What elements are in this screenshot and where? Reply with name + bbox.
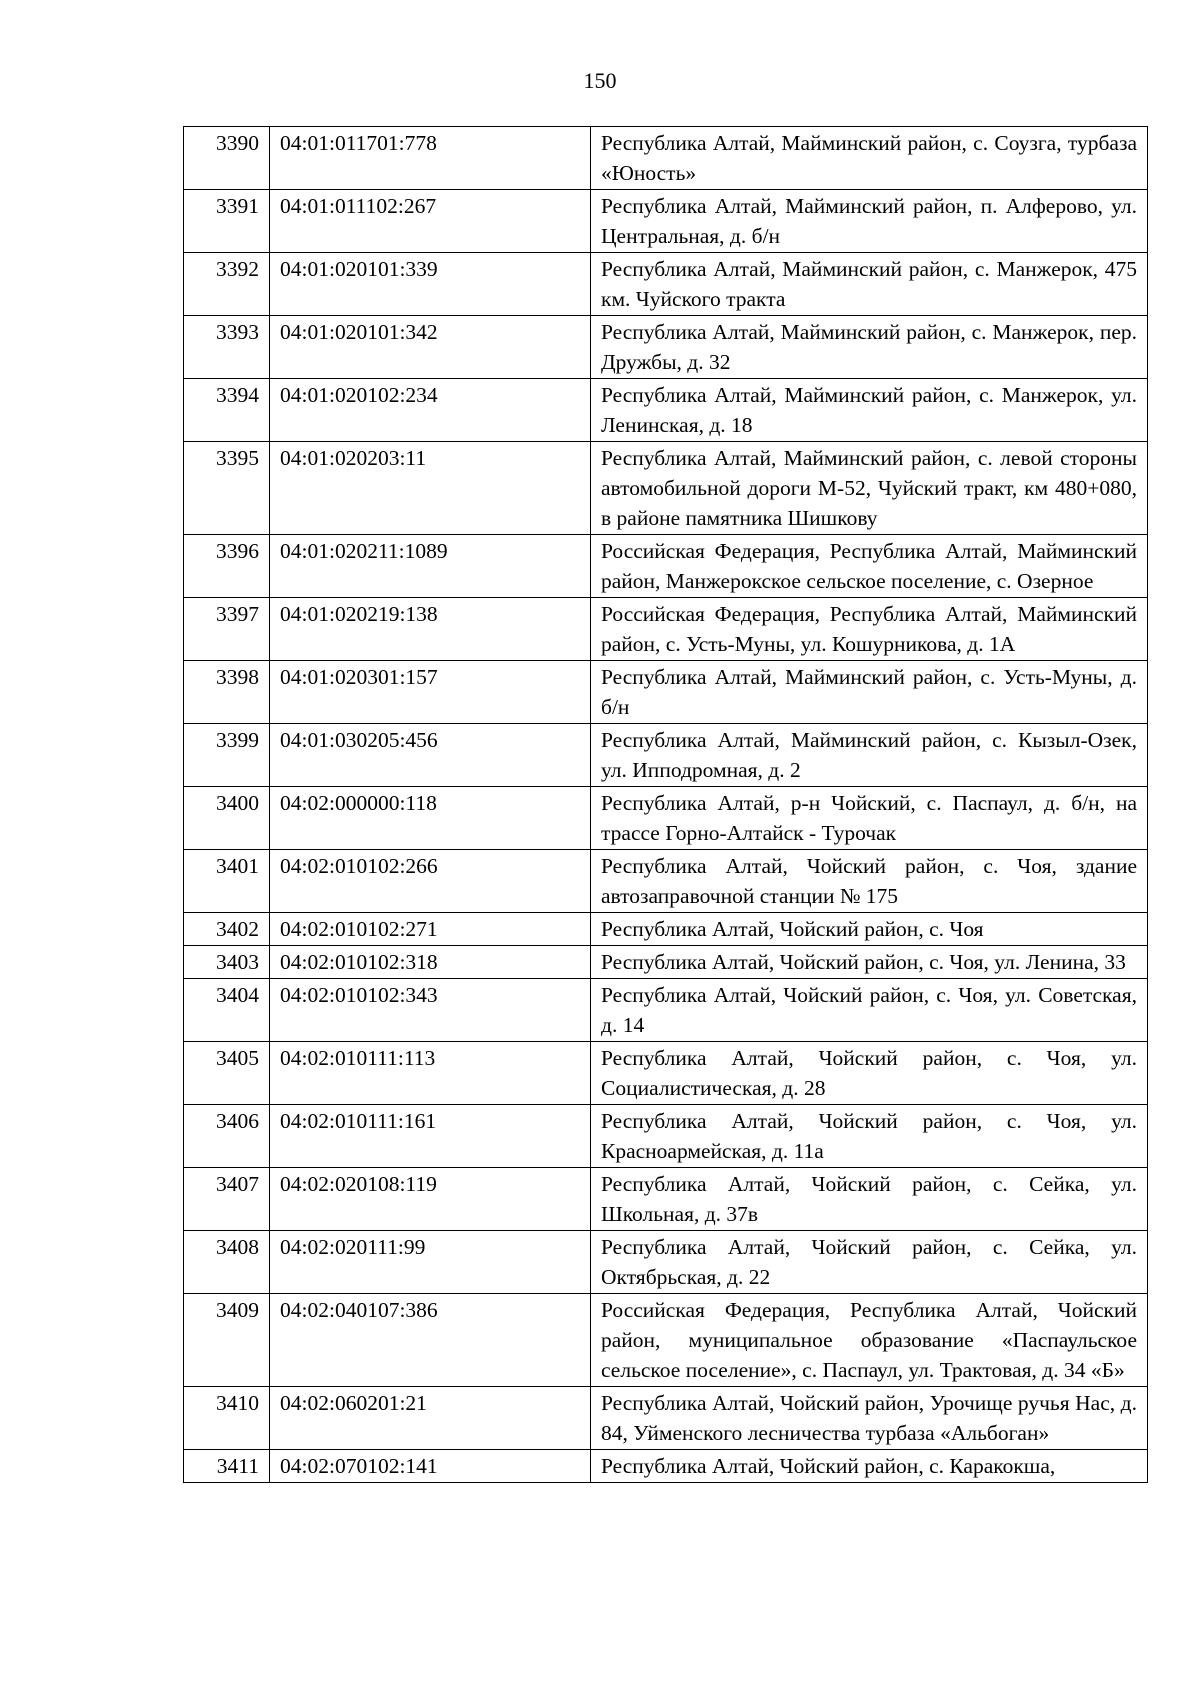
address: Республика Алтай, Майминский район, с. Манжерок, пер. Дружбы, д. 32: [591, 316, 1148, 379]
address: Республика Алтай, Чойский район, с. Сейка, ул. Октябрьская, д. 22: [591, 1231, 1148, 1294]
address: Республика Алтай, Чойский район, с. Каракокша,: [591, 1450, 1148, 1483]
address: Республика Алтай, Чойский район, с. Чоя, ул. Социалистическая, д. 28: [591, 1042, 1148, 1105]
cadastral-number: 04:02:010102:271: [270, 913, 591, 946]
address: Республика Алтай, Майминский район, с. Манжерок, 475 км. Чуйского тракта: [591, 253, 1148, 316]
address: Республика Алтай, Майминский район, п. Алферово, ул. Центральная, д. б/н: [591, 190, 1148, 253]
table-row: [184, 1231, 1148, 1294]
table-row: [184, 946, 1148, 979]
table-row: [184, 1387, 1148, 1450]
row-number: 3404: [184, 979, 270, 1042]
registry-table: [183, 126, 1148, 1483]
address: Российская Федерация, Республика Алтай, Чойский район, муниципальное образование «Паспаульское сельское поселение», с. Паспаул, ул. Трактовая, д. 34 «Б»: [591, 1294, 1148, 1387]
table-row: [184, 979, 1148, 1042]
cadastral-number: 04:01:020219:138: [270, 598, 591, 661]
row-number: 3411: [184, 1450, 270, 1483]
row-number: 3410: [184, 1387, 270, 1450]
table-row: [184, 127, 1148, 190]
row-number: 3394: [184, 379, 270, 442]
table-row: [184, 1168, 1148, 1231]
cadastral-number: 04:01:020301:157: [270, 661, 591, 724]
cadastral-number: 04:02:020111:99: [270, 1231, 591, 1294]
address: Республика Алтай, Чойский район, с. Чоя, здание автозаправочной станции № 175: [591, 850, 1148, 913]
cadastral-number: 04:01:020102:234: [270, 379, 591, 442]
address: Республика Алтай, р-н Чойский, с. Паспаул, д. б/н, на трассе Горно-Алтайск - Турочак: [591, 787, 1148, 850]
page-number: 150: [583, 68, 617, 93]
address: Республика Алтай, Чойский район, Урочище ручья Нас, д. 84, Уйменского лесничества турбаза «Альбоган»: [591, 1387, 1148, 1450]
address: Республика Алтай, Майминский район, с. Соузга, турбаза «Юность»: [591, 127, 1148, 190]
address: Республика Алтай, Чойский район, с. Сейка, ул. Школьная, д. 37в: [591, 1168, 1148, 1231]
table-row: [184, 535, 1148, 598]
cadastral-number: 04:02:070102:141: [270, 1450, 591, 1483]
cadastral-number: 04:01:020101:339: [270, 253, 591, 316]
row-number: 3395: [184, 442, 270, 535]
cadastral-number: 04:01:020101:342: [270, 316, 591, 379]
row-number: 3399: [184, 724, 270, 787]
address: Республика Алтай, Майминский район, с. левой стороны автомобильной дороги М-52, Чуйский тракт, км 480+080, в районе памятника Шишкову: [591, 442, 1148, 535]
row-number: 3400: [184, 787, 270, 850]
row-number: 3401: [184, 850, 270, 913]
table-row: [184, 379, 1148, 442]
cadastral-number: 04:02:040107:386: [270, 1294, 591, 1387]
address: Республика Алтай, Майминский район, с. Манжерок, ул. Ленинская, д. 18: [591, 379, 1148, 442]
address: Республика Алтай, Чойский район, с. Чоя, ул. Красноармейская, д. 11а: [591, 1105, 1148, 1168]
cadastral-number: 04:02:010102:343: [270, 979, 591, 1042]
row-number: 3397: [184, 598, 270, 661]
row-number: 3409: [184, 1294, 270, 1387]
registry-table-body: [184, 127, 1148, 1483]
table-row: [184, 1105, 1148, 1168]
address: Республика Алтай, Чойский район, с. Чоя, ул. Ленина, 33: [591, 946, 1148, 979]
cadastral-number: 04:02:010102:266: [270, 850, 591, 913]
address: Республика Алтай, Майминский район, с. Кызыл-Озек, ул. Ипподромная, д. 2: [591, 724, 1148, 787]
row-number: 3407: [184, 1168, 270, 1231]
cadastral-number: 04:01:011701:778: [270, 127, 591, 190]
table-row: [184, 190, 1148, 253]
table-row: [184, 442, 1148, 535]
table-row: [184, 1450, 1148, 1483]
table-row: [184, 598, 1148, 661]
address: Республика Алтай, Чойский район, с. Чоя: [591, 913, 1148, 946]
cadastral-number: 04:02:060201:21: [270, 1387, 591, 1450]
cadastral-number: 04:01:011102:267: [270, 190, 591, 253]
table-row: [184, 913, 1148, 946]
row-number: 3396: [184, 535, 270, 598]
table-row: [184, 850, 1148, 913]
cadastral-number: 04:01:030205:456: [270, 724, 591, 787]
table-row: [184, 1294, 1148, 1387]
row-number: 3408: [184, 1231, 270, 1294]
table-row: [184, 724, 1148, 787]
row-number: 3398: [184, 661, 270, 724]
table-row: [184, 1042, 1148, 1105]
cadastral-number: 04:02:010111:113: [270, 1042, 591, 1105]
row-number: 3390: [184, 127, 270, 190]
row-number: 3402: [184, 913, 270, 946]
address: Республика Алтай, Майминский район, с. Усть-Муны, д. б/н: [591, 661, 1148, 724]
address: Российская Федерация, Республика Алтай, Майминский район, Манжерокское сельское поселение, с. Озерное: [591, 535, 1148, 598]
table-row: [184, 316, 1148, 379]
row-number: 3403: [184, 946, 270, 979]
table-row: [184, 787, 1148, 850]
cadastral-number: 04:01:020203:11: [270, 442, 591, 535]
address: Республика Алтай, Чойский район, с. Чоя, ул. Советская, д. 14: [591, 979, 1148, 1042]
cadastral-number: 04:02:020108:119: [270, 1168, 591, 1231]
row-number: 3392: [184, 253, 270, 316]
address: Российская Федерация, Республика Алтай, Майминский район, с. Усть-Муны, ул. Кошурникова, д. 1А: [591, 598, 1148, 661]
table-row: [184, 253, 1148, 316]
row-number: 3406: [184, 1105, 270, 1168]
cadastral-number: 04:01:020211:1089: [270, 535, 591, 598]
row-number: 3393: [184, 316, 270, 379]
row-number: 3391: [184, 190, 270, 253]
table-row: [184, 661, 1148, 724]
row-number: 3405: [184, 1042, 270, 1105]
cadastral-number: 04:02:010102:318: [270, 946, 591, 979]
cadastral-number: 04:02:000000:118: [270, 787, 591, 850]
cadastral-number: 04:02:010111:161: [270, 1105, 591, 1168]
